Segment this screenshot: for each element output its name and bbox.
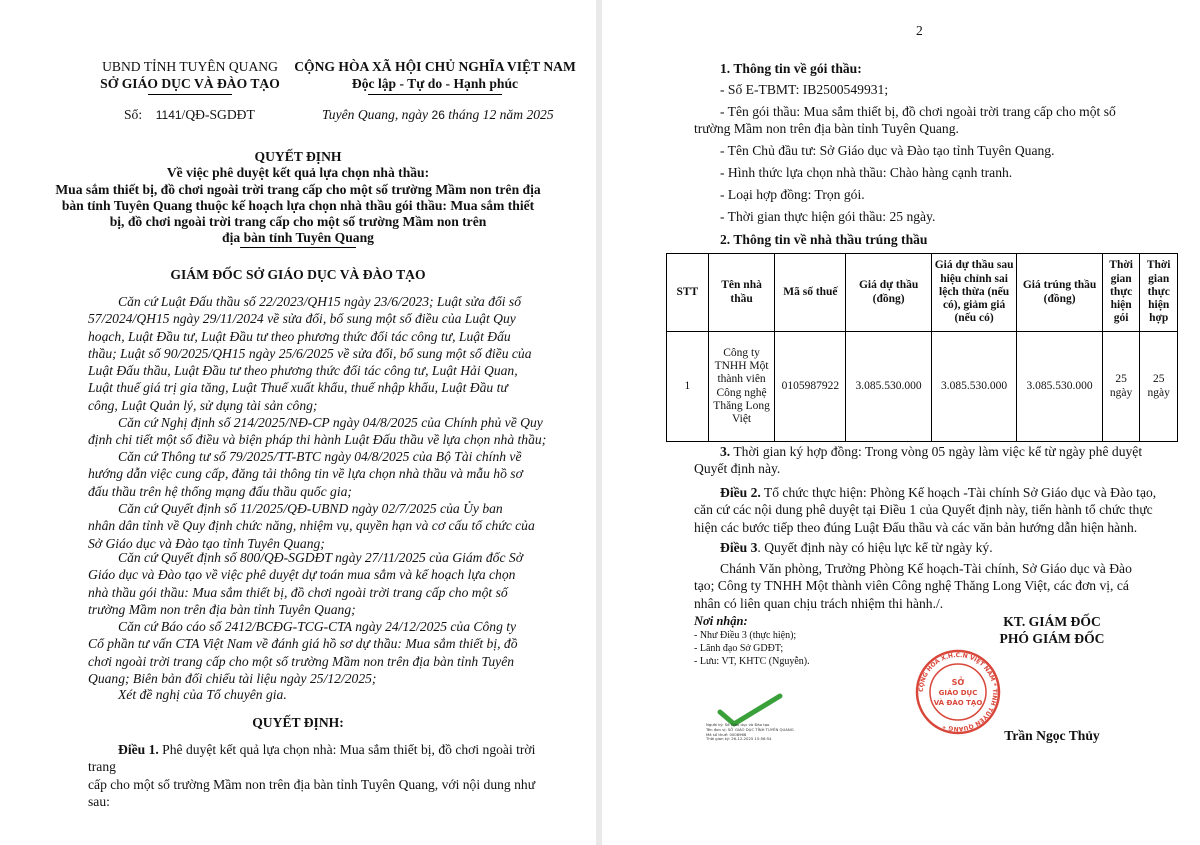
- legal-basis-3: Căn cứ Thông tư số 79/2025/TT-BTC ngày 04/8/2025 của Bộ Tài chính về hướng dẫn việc cung cấp, đăng tải thông tin về lựa chọn nhà thầu và mẫu hồ sơ đấu thầu trên hệ thống mạng đấu thầu quốc gia;: [88, 449, 523, 499]
- legal-basis-7: Xét đề nghị của Tổ chuyên gia.: [118, 687, 287, 702]
- nation-title: CỘNG HÒA XÃ HỘI CHỦ NGHĨA VIỆT NAM: [294, 59, 576, 74]
- subject-line: bị, đồ chơi ngoài trời trang cấp cho một số trường Mầm non trên: [109, 214, 487, 229]
- recipients-list: - Như Điều 3 (thực hiện); - Lãnh đạo Sở GDĐT; - Lưu: VT, KHTC (Nguyễn).: [694, 630, 810, 667]
- package-name: - Tên gói thầu: Mua sắm thiết bị, đồ chơi ngoài trời trang cấp cho một số: [720, 104, 1116, 119]
- article-2: Điều 2. Tổ chức thực hiện: Phòng Kế hoạch -Tài chính Sở Giáo dục và Đào tạo, căn cứ các nội dung phê duyệt tại Điều 1 của Quyết định này, tiến hành tổ chức thực hiện các bước tiếp theo đúng Luật Đấu thầu và các văn bản hướng dẫn hiện hành.: [694, 485, 1157, 535]
- document-page-2: [602, 0, 1200, 845]
- article-3: Điều 3. Quyết định này có hiệu lực kể từ ngày ký.: [720, 540, 993, 555]
- table-header: Thời gian thực hiện hợp: [1140, 254, 1178, 332]
- page-number: 2: [916, 23, 923, 38]
- svg-text:VÀ ĐÀO TẠO: VÀ ĐÀO TẠO: [933, 699, 983, 707]
- signer-title-1: KT. GIÁM ĐỐC: [1003, 614, 1101, 629]
- execution-time: - Thời gian thực hiện gói thầu: 25 ngày.: [720, 209, 936, 224]
- table-cell: 3.085.530.000: [846, 332, 932, 442]
- tbmt-number: - Số E-TBMT: IB2500549931;: [720, 82, 889, 97]
- table-header: Mã số thuế: [775, 254, 846, 332]
- table-header: Giá dự thầu (đồng): [846, 254, 932, 332]
- closing-paragraph: Chánh Văn phòng, Trưởng Phòng Kế hoạch-Tài chính, Sở Giáo dục và Đào tạo; Công ty TNHH Một thành viên Công nghệ Thăng Long Việt, các đơn vị, cá nhân có liên quan chịu trách nhiệm thi hành./.: [694, 561, 1132, 611]
- section-3: 3. Thời gian ký hợp đồng: Trong vòng 05 ngày làm việc kể từ ngày phê duyệt Quyết định này.: [694, 444, 1143, 477]
- issuing-authority: GIÁM ĐỐC SỞ GIÁO DỤC VÀ ĐÀO TẠO: [170, 267, 426, 282]
- svg-text:CỘNG HÒA X.H.C.N VIỆT NAM * TỈ: CỘNG HÒA X.H.C.N VIỆT NAM * TỈNH TUYÊN QUANG *: [917, 651, 999, 733]
- legal-basis-5: Căn cứ Quyết định số 800/QĐ-SGDĐT ngày 27/11/2025 của Giám đốc Sở Giáo dục và Đào tạo về việc phê duyệt dự toán mua sắm và kế hoạch lựa chọn nhà thầu gói thầu: Mua sắm thiết bị, đồ chơi ngoài trời trang cấp cho một số trường Mầm non trên địa bàn tỉnh Tuyên Quang;: [88, 550, 523, 617]
- section-2-heading: 2. Thông tin về nhà thầu trúng thầu: [720, 232, 928, 247]
- table-header-row: [667, 254, 1178, 332]
- table-header: Thời gian thực hiện gói: [1102, 254, 1140, 332]
- table-row: [667, 332, 1178, 442]
- document-number: Số: 1141/QĐ-SGDĐT: [124, 107, 255, 122]
- winning-bidder-table: [666, 253, 1178, 442]
- table-cell: 1: [667, 332, 709, 442]
- legal-basis-2: Căn cứ Nghị định số 214/2025/NĐ-CP ngày 04/8/2025 của Chính phủ về Quy định chi tiết một số điều và biện pháp thi hành Luật Đấu thầu về lựa chọn nhà thầu;: [88, 415, 547, 448]
- decision-heading: QUYẾT ĐỊNH:: [252, 715, 344, 730]
- table-header: Giá trúng thầu (đồng): [1017, 254, 1103, 332]
- nation-motto: Độc lập - Tự do - Hạnh phúc: [351, 76, 519, 91]
- subject-line: địa bàn tỉnh Tuyên Quang: [222, 230, 374, 245]
- svg-text:SỞ: SỞ: [951, 678, 965, 687]
- legal-basis-4: Căn cứ Quyết định số 11/2025/QĐ-UBND ngày 02/7/2025 của Ủy ban nhân dân tỉnh về Quy định chức năng, nhiệm vụ, quyền hạn và cơ cấu tổ chức của Sở Giáo dục và Đào tạo tỉnh Tuyên Quang;: [88, 501, 535, 551]
- contract-type: - Loại hợp đồng: Trọn gói.: [720, 187, 865, 202]
- org-department: SỞ GIÁO DỤC VÀ ĐÀO TẠO: [100, 76, 280, 91]
- place-date: Tuyên Quang, ngày 26 tháng 12 năm 2025: [322, 107, 554, 122]
- seal-graphic: [914, 648, 1002, 736]
- document-page-1: [0, 0, 596, 845]
- selection-method: - Hình thức lựa chọn nhà thầu: Chào hàng cạnh tranh.: [720, 165, 1013, 180]
- package-name-cont: trường Mầm non trên địa bàn tỉnh Tuyên Quang.: [694, 121, 959, 136]
- official-seal: [914, 648, 1002, 736]
- legal-basis-6: Căn cứ Báo cáo số 2412/BCĐG-TCG-CTA ngày 24/12/2025 của Công ty Cổ phần tư vấn CTA Việt Nam về đánh giá hồ sơ dự thầu: Mua sắm thiết bị, đồ chơi ngoài trời trang cấp cho một số trường Mầm non trên địa bàn tỉnh Tuyên Quang; Biên bản đối chiếu tài liệu ngày 25/12/2025;: [88, 619, 518, 686]
- subject-line: Về việc phê duyệt kết quả lựa chọn nhà thầu:: [166, 165, 430, 180]
- table-cell: 0105987922: [775, 332, 846, 442]
- digital-signature: [702, 692, 872, 752]
- subject-line: Mua sắm thiết bị, đồ chơi ngoài trời trang cấp cho một số trường Mầm non trên địa: [55, 182, 541, 197]
- recipients-heading: Nơi nhận:: [694, 614, 748, 628]
- table-cell: 25 ngày: [1140, 332, 1178, 442]
- table-cell: 25 ngày: [1102, 332, 1140, 442]
- section-1-heading: 1. Thông tin về gói thầu:: [720, 61, 862, 76]
- signer-name: Trần Ngọc Thủy: [1004, 728, 1100, 743]
- table-cell: 3.085.530.000: [931, 332, 1017, 442]
- document-title: QUYẾT ĐỊNH: [254, 149, 342, 164]
- subject-line: bàn tỉnh Tuyên Quang thuộc kế hoạch lựa chọn nhà thầu gói thầu: Mua sắm thiết: [61, 198, 535, 213]
- article-1: Điều 1. Phê duyệt kết quả lựa chọn nhà: Mua sắm thiết bị, đồ chơi ngoài trời trang cấp cho một số trường Mầm non trên địa bàn tỉnh Tuyên Quang, với nội dung như sau:: [88, 742, 536, 809]
- investor: - Tên Chủ đầu tư: Sở Giáo dục và Đào tạo tỉnh Tuyên Quang.: [720, 143, 1055, 158]
- table-cell: 3.085.530.000: [1017, 332, 1103, 442]
- table-header: Giá dự thầu sau hiệu chỉnh sai lệch thừa (nếu có), giảm giá (nếu có): [931, 254, 1017, 332]
- svg-text:GIÁO DỤC: GIÁO DỤC: [938, 689, 978, 697]
- table-header: Tên nhà thầu: [708, 254, 775, 332]
- legal-basis-1: Căn cứ Luật Đấu thầu số 22/2023/QH15 ngày 23/6/2023; Luật sửa đổi số 57/2024/QH15 ngày 29/11/2024 về sửa đổi, bổ sung một số điều của Luật Quy hoạch, Luật Đầu tư, Luật Đầu tư theo phương thức đối tác công tư, Luật Đấu thầu; Luật số 90/2025/QH15 ngày 25/6/2025 về sửa đổi, bổ sung một số điều của Luật Đấu thầu, Luật Đầu tư theo phương thức đối tác công tư, Luật Hải Quan, Luật thuế giá trị gia tăng, Luật Thuế xuất khẩu, thuế nhập khẩu, Luật Đầu tư công, Luật Quản lý, sử dụng tài sản công;: [88, 294, 532, 413]
- table-cell: Công ty TNHH Một thành viên Công nghệ Thăng Long Việt: [708, 332, 775, 442]
- signer-title-2: PHÓ GIÁM ĐỐC: [999, 631, 1105, 646]
- signature-details: Người ký: Sở Giáo dục và Đào tạo Tên đơn vị: SỞ GIÁO DỤC TỈNH TUYÊN QUANG Mã số thuế: 0008968 Thời gian ký: 26-12-2025 15:56:54: [706, 722, 794, 742]
- table-header: STT: [667, 254, 709, 332]
- org-name: UBND TỈNH TUYÊN QUANG: [102, 59, 278, 74]
